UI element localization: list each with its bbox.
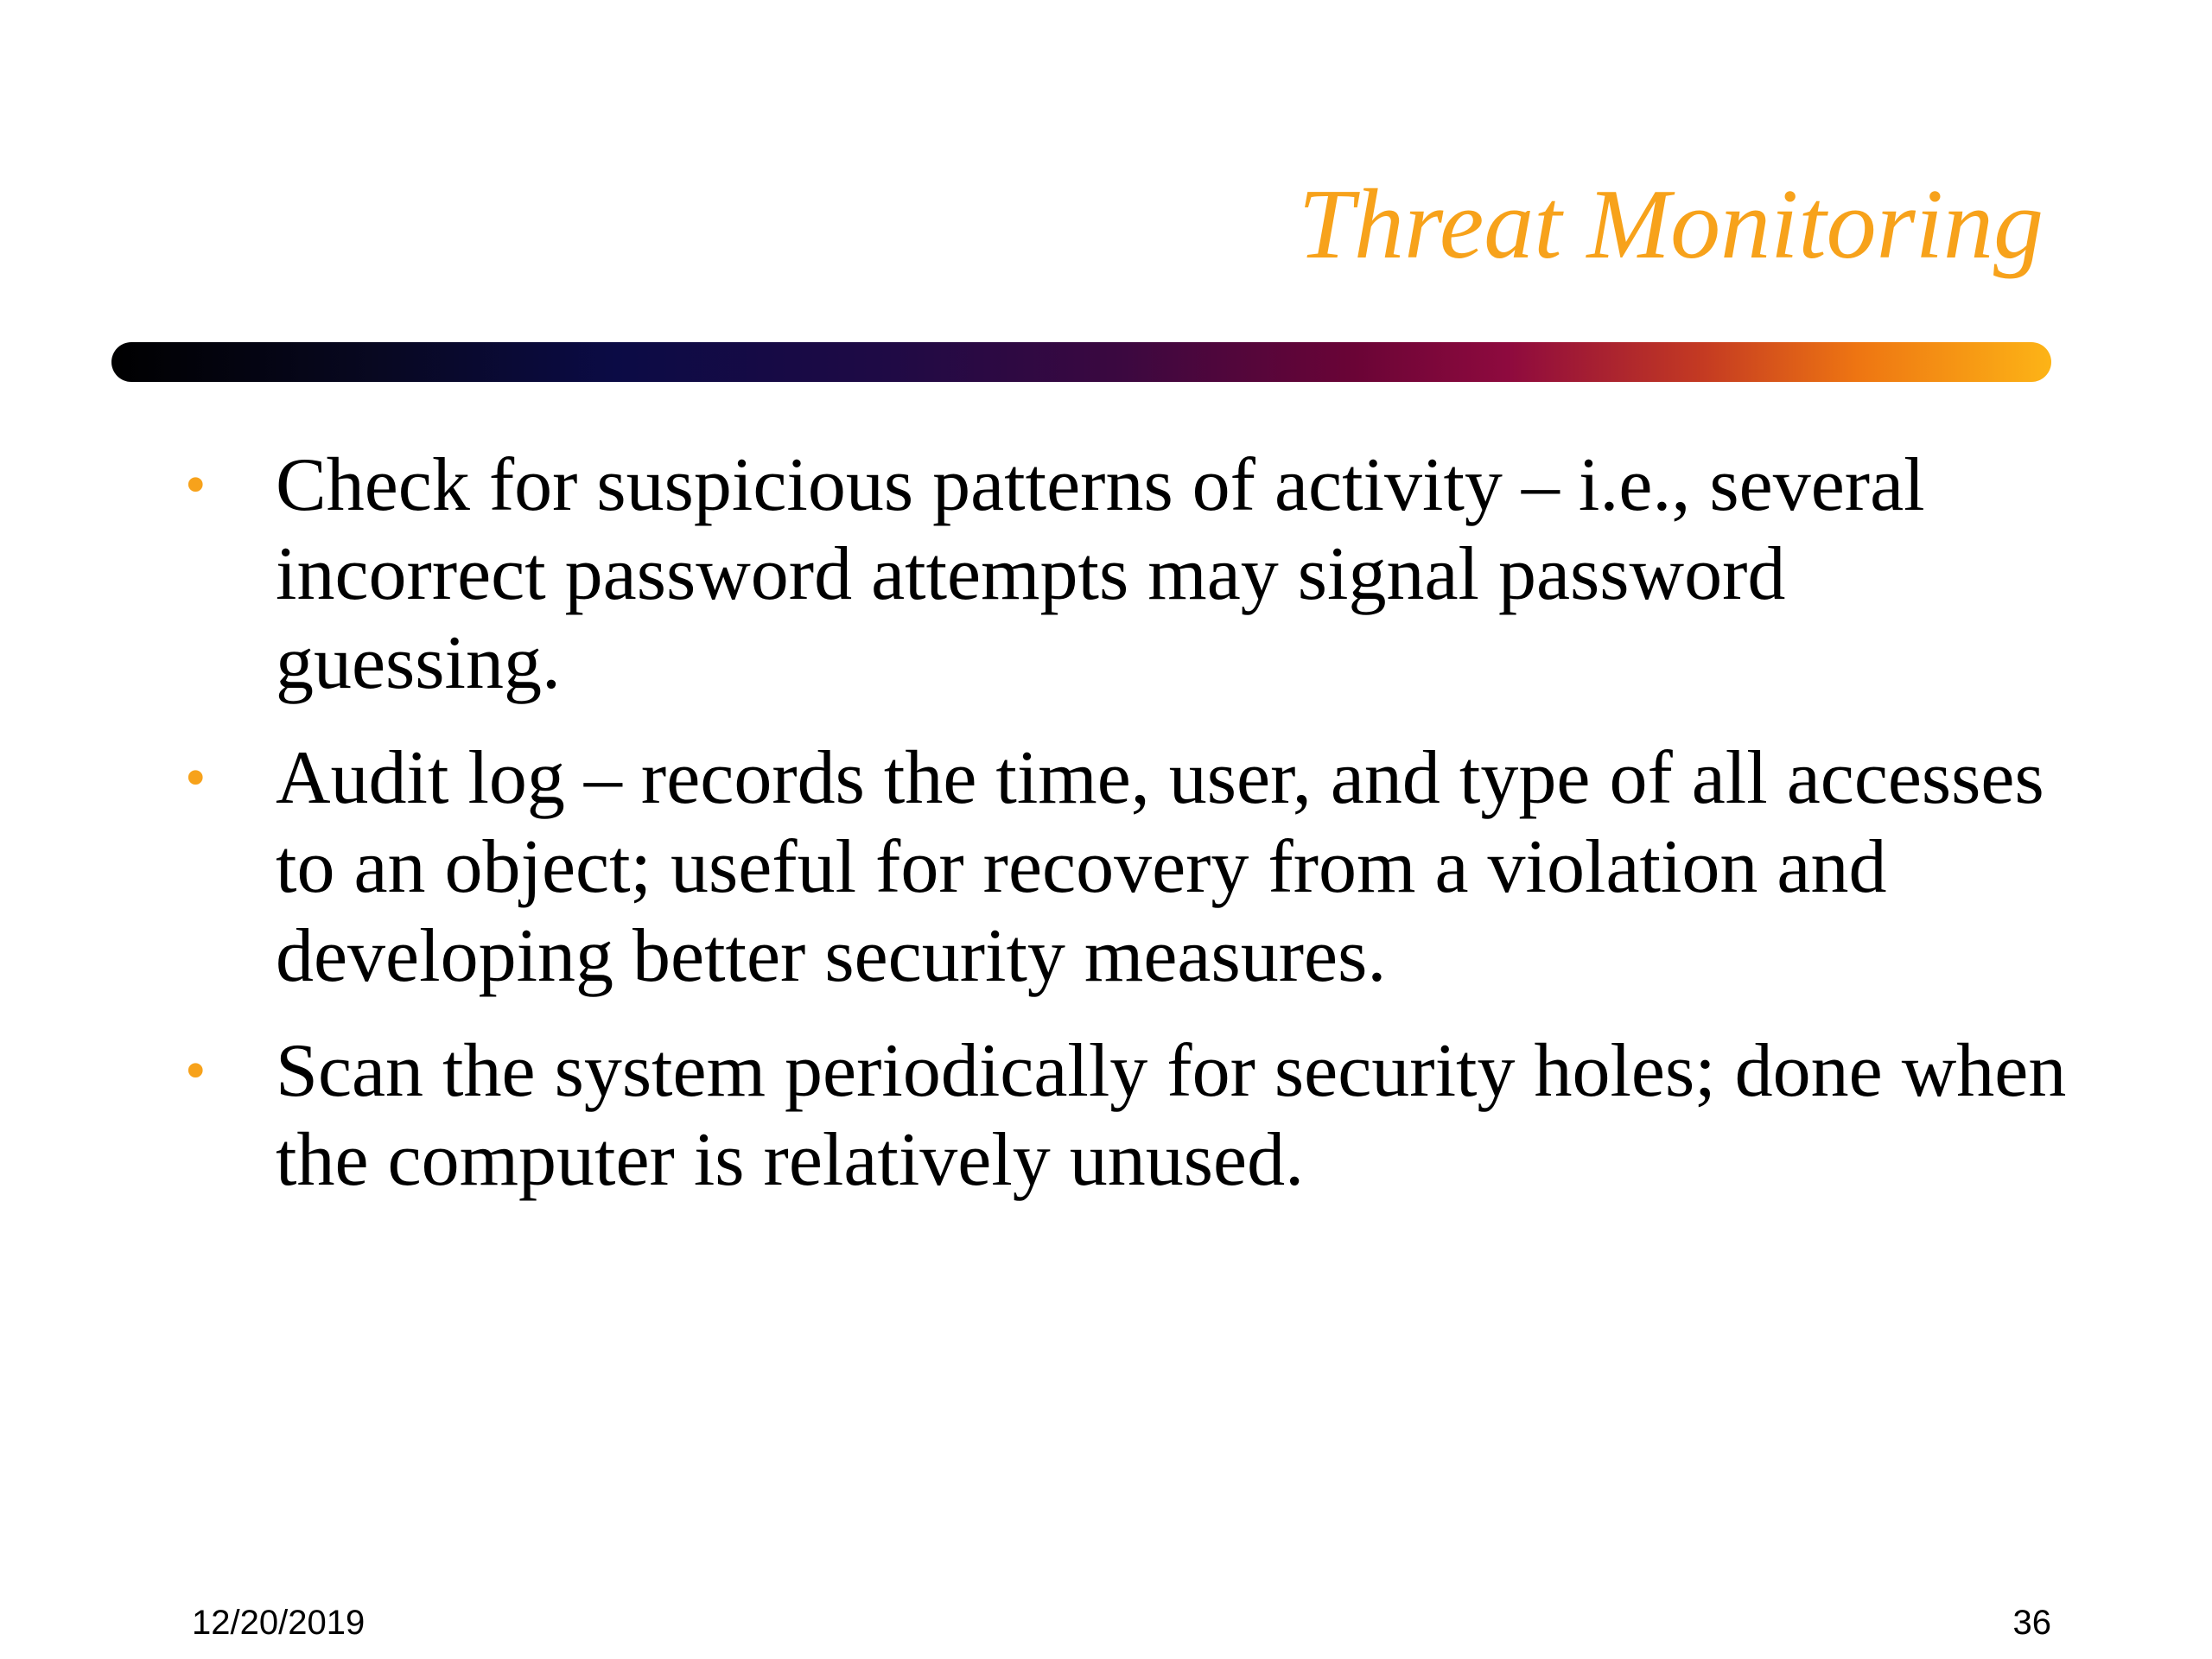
bullet-text: Check for suspicious patterns of activity – i.e., several incorrect password attempts may signal password guessing. xyxy=(276,443,1925,705)
bullet-item xyxy=(185,441,2086,708)
bullet-text: Audit log – records the time, user, and type of all accesses to an object; useful for recovery from a violation and developing better security measures. xyxy=(276,736,2044,998)
slide-title: Threat Monitoring xyxy=(1298,169,2044,280)
footer-page-number: 36 xyxy=(2012,1604,2051,1642)
bullet-item xyxy=(185,734,2086,1001)
bullet-dot-icon: • xyxy=(185,1038,207,1104)
footer-date: 12/20/2019 xyxy=(192,1604,365,1642)
bullet-list xyxy=(185,441,2086,1230)
bullet-dot-icon: • xyxy=(185,745,207,811)
title-divider-bar xyxy=(111,342,2051,382)
bullet-text: Scan the system periodically for security holes; done when the computer is relatively unused. xyxy=(276,1029,2067,1202)
bullet-dot-icon: • xyxy=(185,452,207,518)
bullet-item xyxy=(185,1027,2086,1205)
